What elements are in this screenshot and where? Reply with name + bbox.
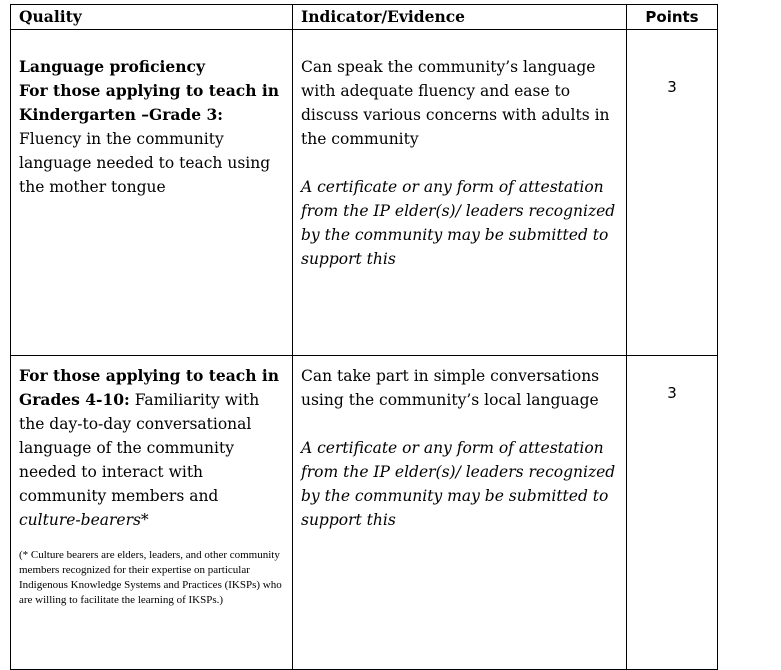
quality-italic: culture-bearers* — [19, 511, 149, 529]
header-points: Points — [627, 5, 718, 30]
points-value: 3 — [667, 78, 677, 96]
indicator-cell — [293, 30, 627, 356]
qualification-table — [10, 4, 718, 670]
table-row — [11, 356, 718, 670]
indicator-text: Can take part in simple conversations using the community’s local language — [301, 367, 600, 409]
evidence-text: A certificate or any form of attestation from the IP elder(s)/ leaders recognized by the community may be submitted to support this — [301, 178, 616, 268]
points-value: 3 — [667, 384, 677, 402]
indicator-text: Can speak the community’s language with adequate fluency and ease to discuss various concerns with adults in the community — [301, 58, 610, 148]
quality-title: Language proficiency — [19, 57, 205, 76]
header-quality: Quality — [11, 5, 293, 30]
footnote: (* Culture bearers are elders, leaders, and other community members recognized for their expertise on particular Indigenous Knowledge Systems and Practices (IKSPs) who are willing to facilitate the learning of IKSPs.) — [19, 549, 282, 606]
points-cell — [627, 356, 718, 670]
table-row — [11, 30, 718, 356]
quality-text: Familiarity with the day-to-day conversational language of the community needed to interact with community members and — [19, 391, 260, 505]
points-cell — [627, 30, 718, 356]
evidence-text: A certificate or any form of attestation from the IP elder(s)/ leaders recognized by the community may be submitted to support this — [301, 439, 616, 529]
quality-lead: For those applying to teach in Grades 4-10: — [19, 366, 280, 409]
header-indicator: Indicator/Evidence — [293, 5, 627, 30]
table-header-row — [11, 5, 718, 30]
quality-subtitle: For those applying to teach in Kindergarten –Grade 3: — [19, 81, 280, 124]
indicator-cell — [293, 356, 627, 670]
quality-description — [19, 364, 284, 532]
quality-cell — [11, 30, 293, 356]
quality-cell — [11, 356, 293, 670]
quality-description: Fluency in the community language needed to teach using the mother tongue — [19, 130, 271, 196]
